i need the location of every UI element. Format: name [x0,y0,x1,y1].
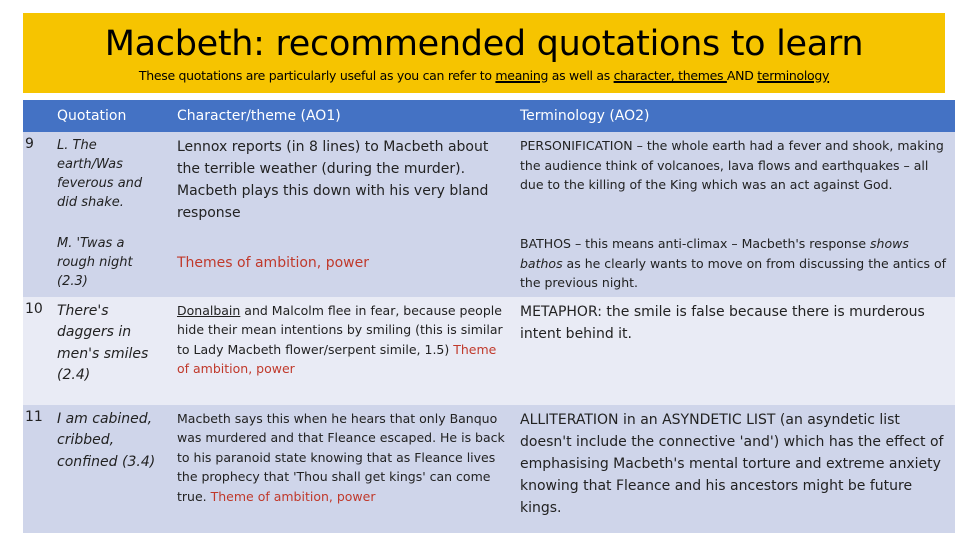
subtitle-prefix: These quotations are particularly useful as you can refer to [138,68,496,83]
header-character-theme: Character/theme (AO1) [171,100,514,132]
subtitle-mid: as well as [548,68,614,83]
quotation-cell: L. The earth/Was feverous and did shake. [51,132,171,230]
quotations-table [23,100,955,533]
table-header-row [23,100,955,132]
row-number: 10 [23,297,51,405]
terminology-cell: ALLITERATION in an ASYNDETIC LIST (an asyndetic list doesn't include the connective 'and') which has the effect of emphasising Macbeth's mental torture and extreme anxiety knowing that Fleance and his ancestors might be future kings. [514,405,955,533]
term-text: – this means anti-climax – Macbeth's response [570,236,871,251]
page-subtitle [23,68,945,83]
terminology-cell [514,132,955,230]
subtitle-character-themes: character, themes [613,68,727,83]
character-cell: Lennox reports (in 8 lines) to Macbeth about the terrible weather (during the murder). Macbeth plays this down with his very bland response [171,132,514,230]
term-italic: shows bathos [520,236,909,271]
character-theme: Theme of ambition, power [177,341,497,376]
term-text: – the whole earth had a fever and shook, making the audience think of volcanoes, lava flows and earthquakes – all due to the killing of the King which was an act against God. [520,138,944,192]
row-number: 9 [23,132,51,230]
quotation-cell: There's daggers in men's smiles (2.4) [51,297,171,405]
table-row [23,230,955,297]
table-row [23,132,955,230]
quotation-cell [51,230,171,297]
header-number [23,100,51,132]
character-cell [171,405,514,533]
subtitle-and: AND [726,68,758,83]
table-row [23,405,955,533]
terminology-cell [514,230,955,297]
row-number: 11 [23,405,51,533]
table-row [23,297,955,405]
quotation-text: M. 'Twas a rough night (2.3) [57,236,133,289]
title-banner [23,13,945,93]
term-text: as he clearly wants to move on from discussing the antics of the previous night. [520,255,947,290]
character-theme: Theme of ambition, power [210,488,376,504]
subtitle-meaning: meaning [495,68,549,83]
terminology-cell: METAPHOR: the smile is false because there is murderous intent behind it. [514,297,955,405]
quotation-cell: I am cabined, cribbed, confined (3.4) [51,405,171,533]
character-cell: Themes of ambition, power [171,230,514,297]
character-cell [171,297,514,405]
subtitle-terminology: terminology [757,68,830,83]
character-text: and Malcolm flee in fear, because people hide their mean intentions by smiling (this is similar to Lady Macbeth flower/serpent simile, 1.5) [177,302,503,357]
page-title: Macbeth: recommended quotations to learn [104,24,864,64]
row-number [23,230,51,297]
character-text: Macbeth says this when he hears that only Banquo was murdered and that Fleance escaped. He is back to his paranoid state knowing that as Fleance lives the prophecy that 'Thou shall get kings' can come true. [177,410,505,504]
character-name: Donalbain [177,302,241,318]
term-label: BATHOS [520,236,571,251]
term-label: PERSONIFICATION [520,138,633,153]
header-terminology: Terminology (AO2) [514,100,955,132]
header-quotation: Quotation [51,100,171,132]
